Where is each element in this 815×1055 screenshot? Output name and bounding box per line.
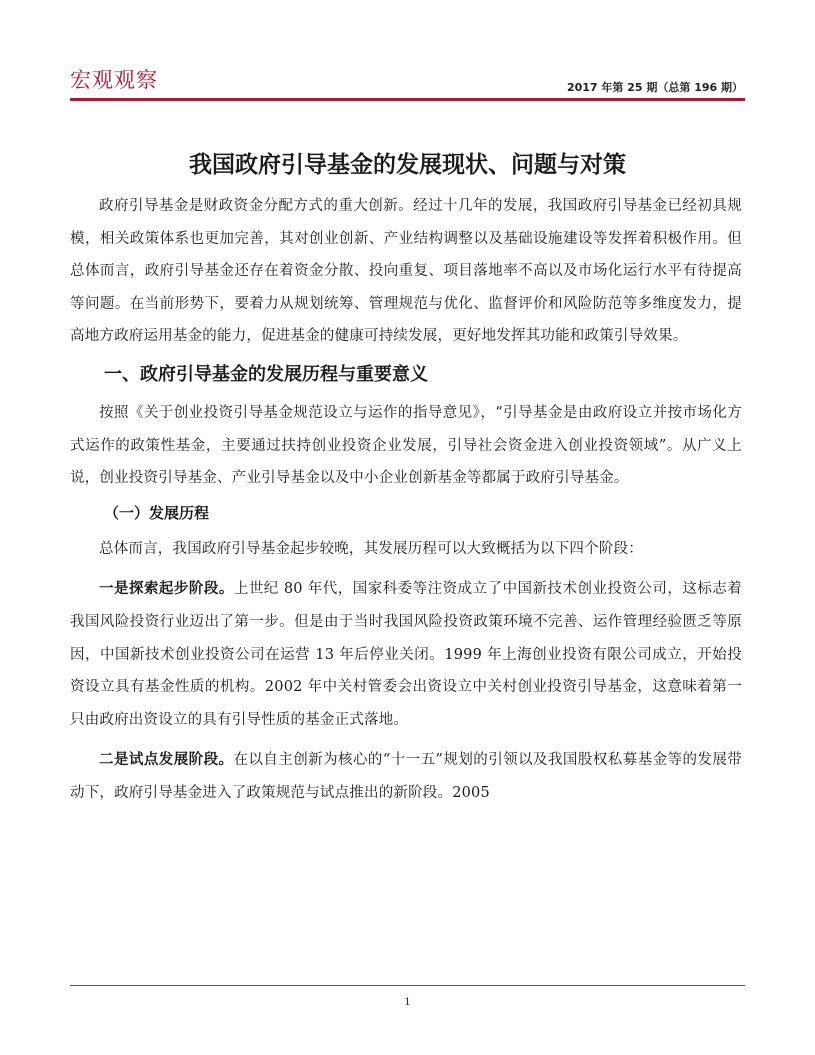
section-heading: 一、政府引导基金的发展历程与重要意义	[104, 363, 428, 385]
subsection-heading: （一）发展历程	[104, 503, 210, 522]
issue-number: 2017 年第 25 期（总第 196 期）	[566, 81, 743, 94]
stage-two-paragraph	[70, 744, 742, 809]
subsection-paragraph: 总体而言，我国政府引导基金起步较晚，其发展历程可以大致概括为以下四个阶段：	[99, 540, 643, 557]
page-number: 1	[404, 997, 411, 1008]
stage-one-text: 上世纪 80 年代，国家科委等注资成立了中国新技术创业投资公司，这标志着我国风险投资行业迈出了第一步。但是由于当时我国风险投资政策环境不完善、运作管理经验匮乏等原因，中国新技术创业投资公司在运营 13 年后停业关闭。1999 年上海创业投资有限公司成立，开始投资设立具有基金性质的机构。2002 年中关村管委会出资设立中关村创业投资引导基金，这意味着第一只由政府出资设立的具有引导性质的基金正式落地。	[70, 581, 742, 728]
stage-one-paragraph	[70, 573, 742, 736]
section-paragraph: 按照《关于创业投资引导基金规范设立与运作的指导意见》，“引导基金是由政府设立并按市场化方式运作的政策性基金，主要通过扶持创业投资企业发展，引导社会资金进入创业投资领域”。从广义上说，创业投资引导基金、产业引导基金以及中小企业创新基金等都属于政府引导基金。	[70, 404, 742, 487]
stage-two-label: 二是试点发展阶段。	[99, 751, 234, 769]
article-body	[70, 190, 742, 810]
publication-brand: 宏观观察	[70, 68, 158, 92]
stage-two-text: 在以自主创新为核心的“十一五”规划的引领以及我国股权私募基金等的发展带动下，政府引导基金进入了政策规范与试点推出的新阶段。2005	[70, 752, 742, 801]
footer-divider	[70, 985, 745, 986]
stage-one-label: 一是探索起步阶段。	[99, 580, 234, 598]
intro-paragraph: 政府引导基金是财政资金分配方式的重大创新。经过十几年的发展，我国政府引导基金已经初具规模，相关政策体系也更加完善，其对创业创新、产业结构调整以及基础设施建设等发挥着积极作用。但总体而言，政府引导基金还存在着资金分散、投向重复、项目落地率不高以及市场化运行水平有待提高等问题。在当前形势下，要着力从规划统筹、管理规范与优化、监督评价和风险防范等多维度发力，提高地方政府运用基金的能力，促进基金的健康可持续发展，更好地发挥其功能和政策引导效果。	[70, 198, 742, 345]
header-divider	[70, 98, 745, 101]
article-title: 我国政府引导基金的发展现状、问题与对策	[189, 152, 626, 179]
